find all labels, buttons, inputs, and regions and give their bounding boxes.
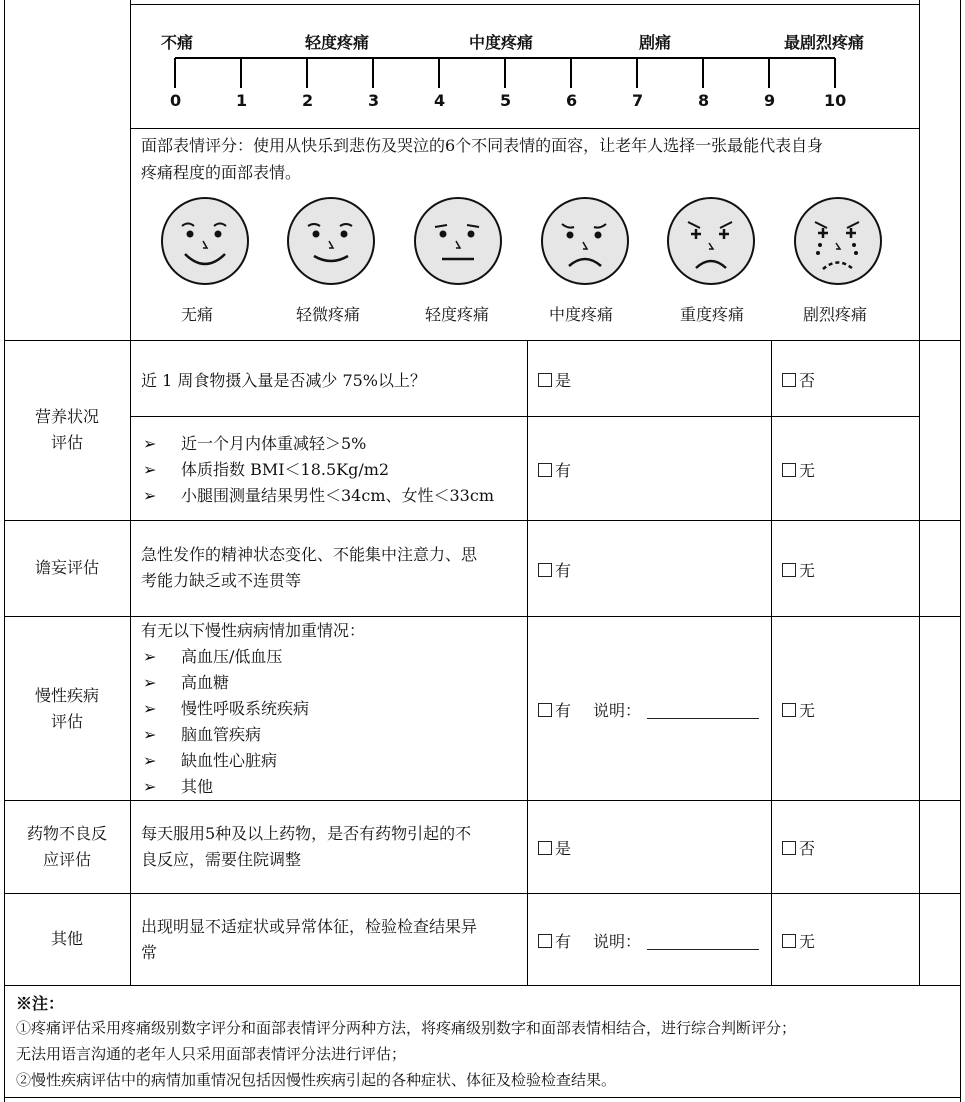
- arrow-bullet-icon: ➢: [143, 647, 157, 666]
- no-checkbox[interactable]: 无: [782, 698, 815, 721]
- arrow-bullet-icon: ➢: [143, 725, 157, 744]
- scale-line: [0, 0, 965, 130]
- yes-checkbox[interactable]: 是: [538, 368, 571, 391]
- scale-tick: 0: [170, 91, 182, 110]
- note-line: 无法用语言沟通的老年人只采用面部表情评分法进行评估；: [16, 1045, 407, 1063]
- list-item: ➢ 体质指数 BMI＜18.5Kg/m2: [143, 457, 494, 483]
- checkbox-icon: [538, 373, 552, 387]
- yes-checkbox[interactable]: 有: [538, 558, 571, 581]
- list-item: ➢ 慢性呼吸系统疾病: [143, 696, 309, 722]
- list-item: ➢ 脑血管疾病: [143, 722, 309, 748]
- explanation-field[interactable]: 说明：: [593, 929, 759, 952]
- explanation-field[interactable]: 说明：: [593, 698, 759, 721]
- question-text: 出现明显不适症状或异常体征，检验检查结果异 常: [141, 917, 478, 962]
- yes-checkbox[interactable]: 有: [538, 698, 571, 721]
- arrow-bullet-icon: ➢: [143, 460, 157, 479]
- question-text: 急性发作的精神状态变化、不能集中注意力、思 考能力缺乏或不连贯等: [141, 545, 478, 590]
- checkbox-icon: [538, 563, 552, 577]
- scale-tick: 2: [302, 91, 314, 110]
- question-text: 近 1 周食物摄入量是否减少 75%以上？: [141, 371, 427, 390]
- notes-heading: ※注：: [16, 994, 65, 1013]
- face-label: 无痛: [181, 305, 214, 324]
- list-item: ➢ 高血压/低血压: [143, 644, 309, 670]
- no-checkbox[interactable]: 无: [782, 458, 815, 481]
- face-label: 重度疼痛: [680, 305, 745, 324]
- scale-tick: 8: [698, 91, 710, 110]
- face-scale-description-cont: 疼痛程度的面部表情。: [141, 163, 302, 182]
- arrow-bullet-icon: ➢: [143, 434, 157, 453]
- checkbox-icon: [782, 373, 796, 387]
- scale-anchor-severe: 剧痛: [639, 33, 672, 52]
- checkbox-icon: [538, 841, 552, 855]
- arrow-bullet-icon: ➢: [143, 751, 157, 770]
- yes-checkbox[interactable]: 是: [538, 836, 571, 859]
- crying-face-icon: [793, 196, 883, 286]
- scale-tick: 6: [566, 91, 578, 110]
- question-text: 每天服用5种及以上药物，是否有药物引起的不 良反应，需要住院调整: [141, 824, 472, 869]
- scale-tick: 7: [632, 91, 644, 110]
- arrow-bullet-icon: ➢: [143, 486, 157, 505]
- question-text: 有无以下慢性病病情加重情况：: [141, 621, 366, 640]
- scale-anchor-mild: 轻度疼痛: [305, 33, 370, 52]
- yes-checkbox[interactable]: 有: [538, 458, 571, 481]
- face-label: 轻微疼痛: [296, 305, 361, 324]
- happy-face-icon: [160, 196, 250, 286]
- neutral-face-icon: [413, 196, 503, 286]
- yes-checkbox[interactable]: 有: [538, 929, 571, 952]
- checkbox-icon: [538, 934, 552, 948]
- list-item: ➢ 高血糖: [143, 670, 309, 696]
- category-label: 营养状况 评估: [34, 407, 99, 452]
- scale-anchor-none: 不痛: [161, 33, 194, 52]
- checkbox-icon: [538, 703, 552, 717]
- checkbox-icon: [782, 463, 796, 477]
- scale-tick: 5: [500, 91, 512, 110]
- scale-tick: 9: [764, 91, 776, 110]
- pained-face-icon: [666, 196, 756, 286]
- criteria-list: [143, 431, 494, 509]
- arrow-bullet-icon: ➢: [143, 777, 157, 796]
- scale-anchor-moderate: 中度疼痛: [469, 33, 534, 52]
- checkbox-icon: [782, 934, 796, 948]
- frown-face-icon: [540, 196, 630, 286]
- category-label: 谵妄评估: [34, 558, 99, 577]
- list-item: ➢ 近一个月内体重减轻＞5%: [143, 431, 494, 457]
- face-label: 剧烈疼痛: [803, 305, 868, 324]
- category-label: 慢性疾病 评估: [34, 686, 99, 731]
- list-item: ➢ 小腿围测量结果男性＜34cm、女性＜33cm: [143, 483, 494, 509]
- no-checkbox[interactable]: 无: [782, 558, 815, 581]
- checkbox-icon: [782, 703, 796, 717]
- face-label: 中度疼痛: [549, 305, 614, 324]
- condition-list: [143, 644, 309, 800]
- checkbox-icon: [538, 463, 552, 477]
- face-scale-description: 面部表情评分：使用从快乐到悲伤及哭泣的6个不同表情的面容，让老年人选择一张最能代表自身: [141, 136, 824, 155]
- scale-anchor-worst: 最剧烈疼痛: [784, 33, 865, 52]
- scale-tick: 3: [368, 91, 380, 110]
- scale-tick: 1: [236, 91, 248, 110]
- no-checkbox[interactable]: 否: [782, 368, 815, 391]
- checkbox-icon: [782, 563, 796, 577]
- arrow-bullet-icon: ➢: [143, 673, 157, 692]
- scale-tick: 10: [824, 91, 847, 110]
- category-label: 药物不良反 应评估: [26, 824, 107, 869]
- no-checkbox[interactable]: 否: [782, 836, 815, 859]
- face-label: 轻度疼痛: [425, 305, 490, 324]
- checkbox-icon: [782, 841, 796, 855]
- scale-tick: 4: [434, 91, 446, 110]
- note-line: ①疼痛评估采用疼痛级别数字评分和面部表情评分两种方法，将疼痛级别数字和面部表情相结合，进行综合判断评分；: [16, 1019, 797, 1037]
- slight-smile-face-icon: [286, 196, 376, 286]
- list-item: ➢ 其他: [143, 774, 309, 800]
- category-label: 其他: [50, 929, 83, 948]
- list-item: ➢ 缺血性心脏病: [143, 748, 309, 774]
- no-checkbox[interactable]: 无: [782, 929, 815, 952]
- arrow-bullet-icon: ➢: [143, 699, 157, 718]
- note-line: ②慢性疾病评估中的病情加重情况包括因慢性疾病引起的各种症状、体征及检验检查结果。: [16, 1071, 617, 1089]
